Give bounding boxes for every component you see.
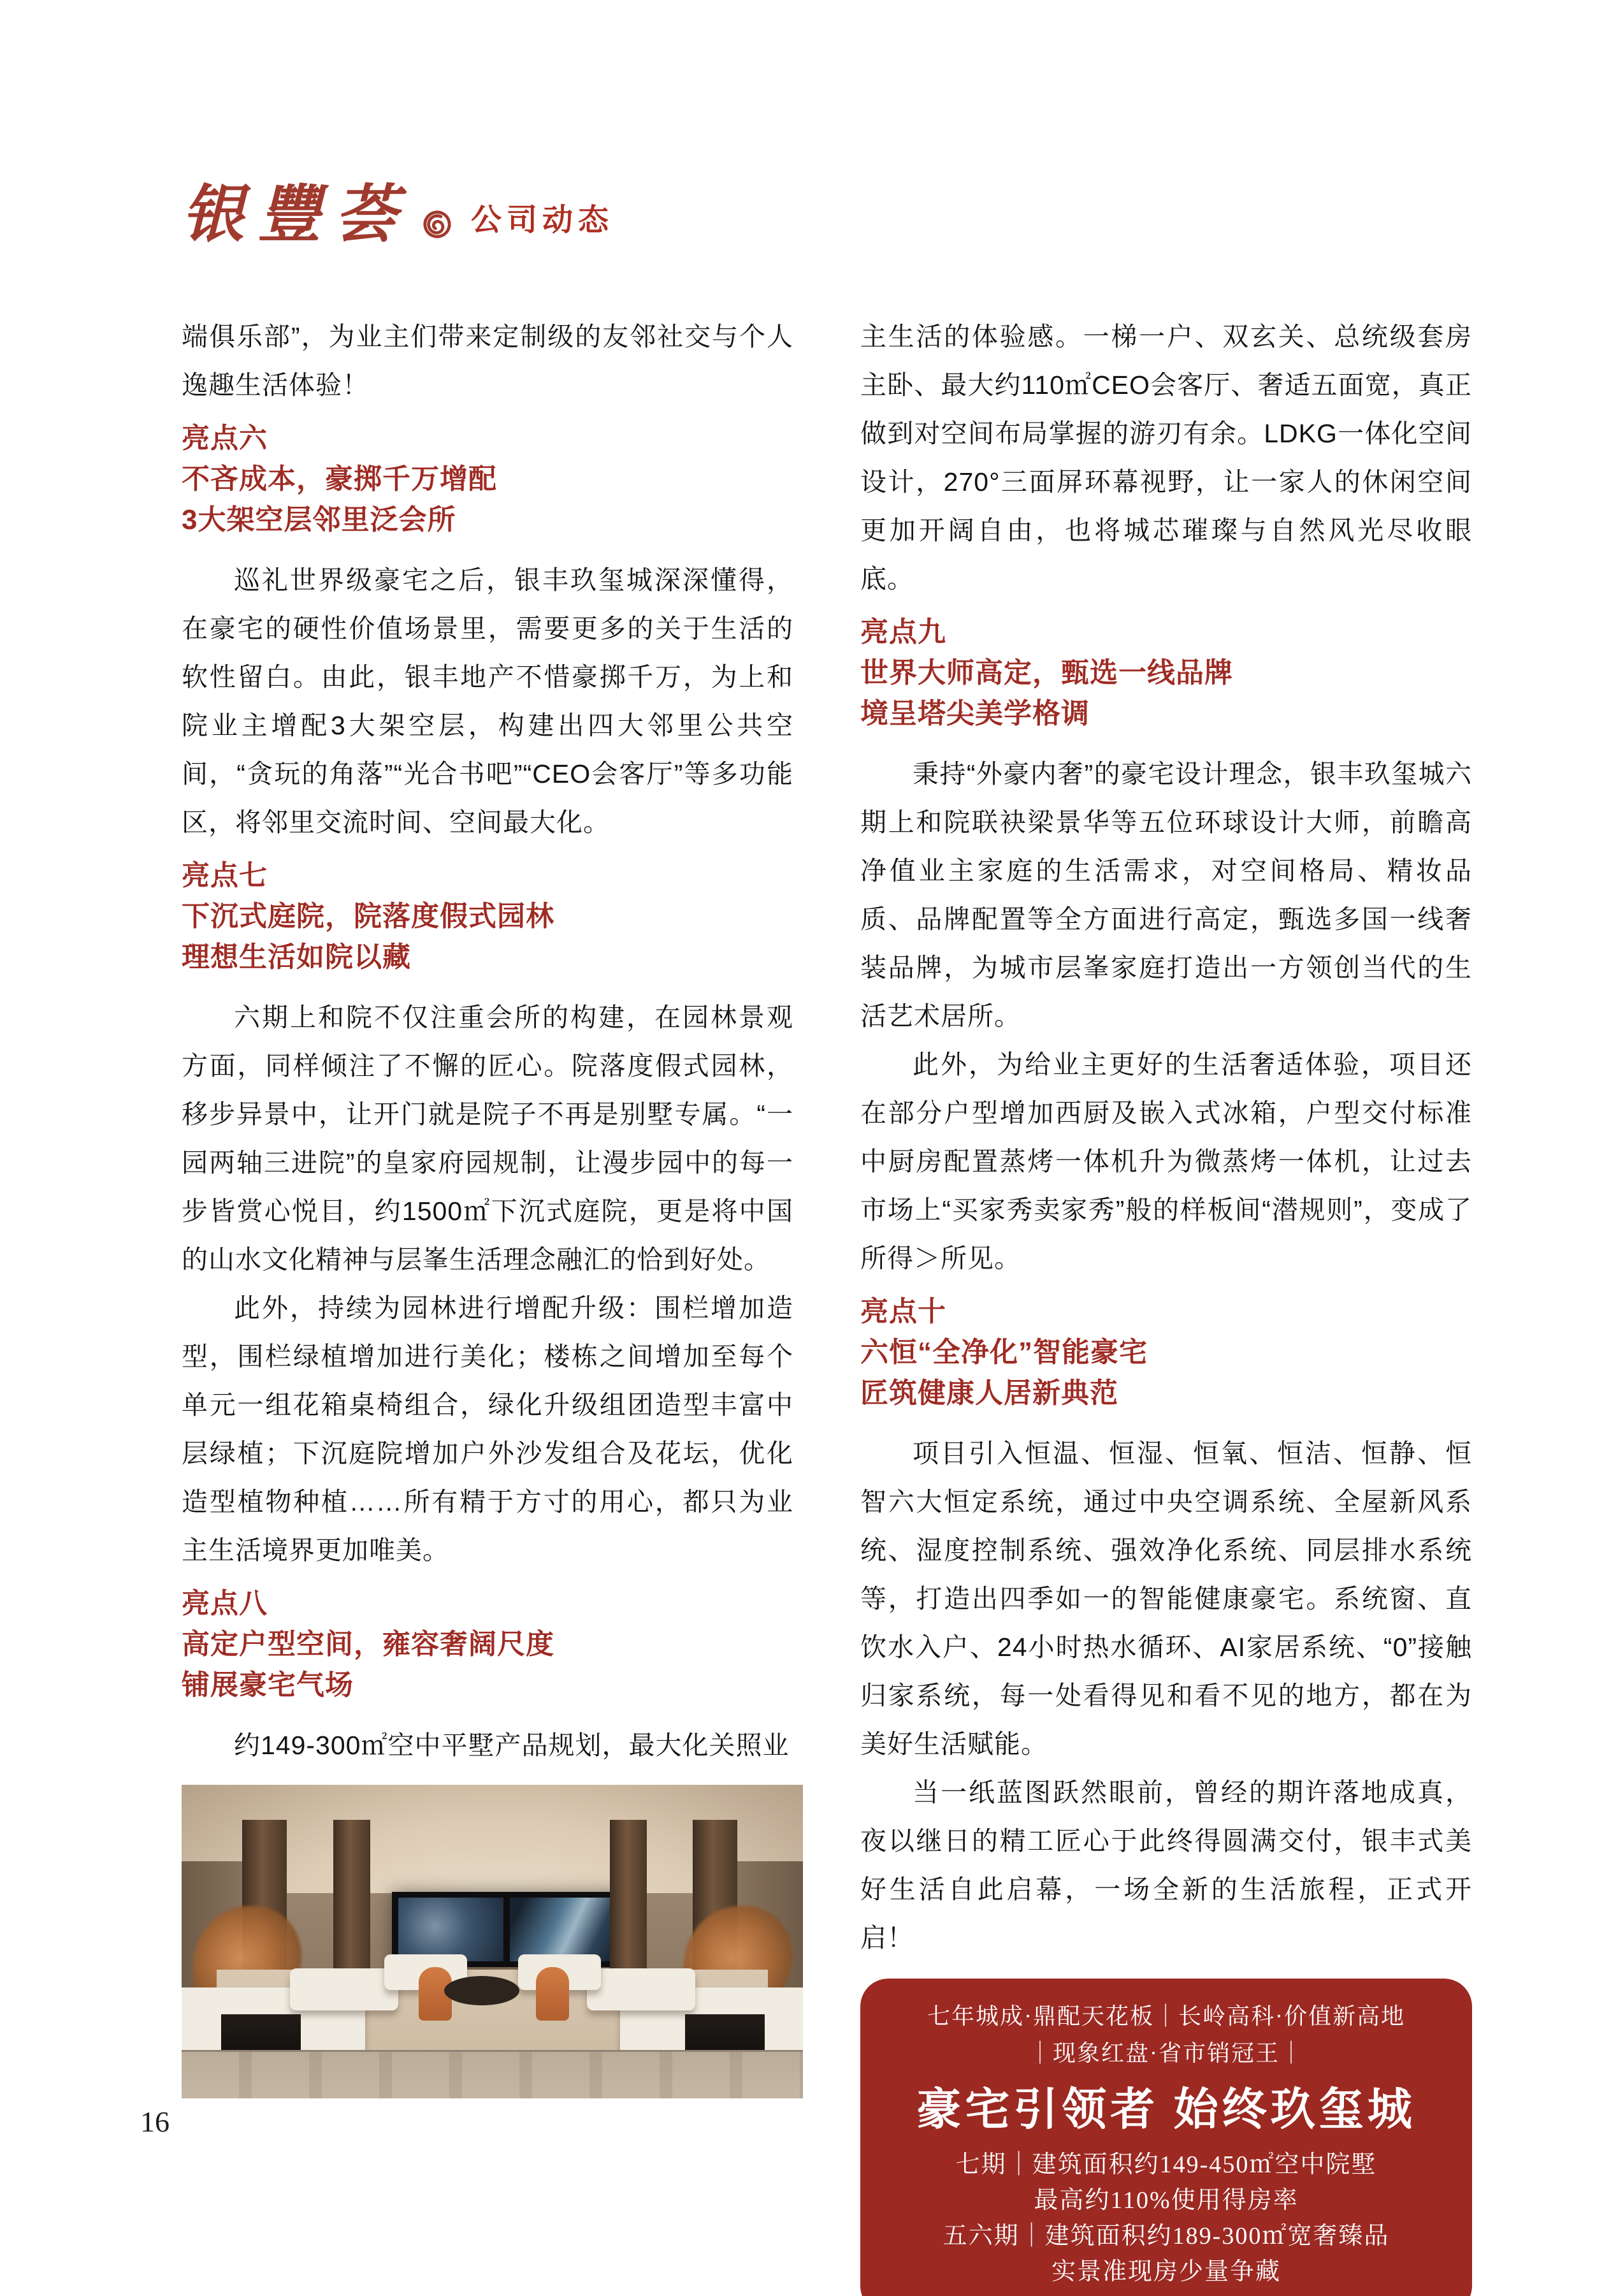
body-paragraph: 约149-300㎡空中平墅产品规划，最大化关照业 (234, 1731, 790, 1760)
body-paragraph: 此外，为给业主更好的生活奢适体验，项目还在部分户型增加西厨及嵌入式冰箱，户型交付标准中厨房配置蒸烤一体机升为微蒸烤一体机，让过去市场上“买家秀卖家秀”般的样板间“潜规则”，变成了所得＞所见。 (860, 1050, 1472, 1273)
section-heading-line: 理想生活如院以藏 (182, 941, 411, 973)
section-heading-line: 亮点八 (182, 1588, 268, 1619)
section-heading-line: 高定户型空间，雍容奢阔尺度 (182, 1629, 554, 1660)
section-heading-line: 不吝成本，豪掷千万增配 (182, 463, 497, 495)
spiral-icon (423, 210, 452, 239)
body-paragraph: 此外，持续为园林进行增配升级：围栏增加造型，围栏绿植增加进行美化；楼栋之间增加至每个单元一组花箱桌椅组合，绿化升级组团造型丰富中层绿植；下沉庭院增加户外沙发组合及花坛，优化造型植物种植……所有精于方寸的用心，都只为业主生活境界更加唯美。 (182, 1293, 793, 1565)
body-paragraph: 巡礼世界级豪宅之后，银丰玖玺城深深懂得，在豪宅的硬性价值场景里，需要更多的关于生活的软性留白。由此，银丰地产不惜豪掷千万，为上和院业主增配3大架空层，构建出四大邻里公共空间，“贪玩的角落”“光合书吧”“CEO会客厅”等多功能区，将邻里交流时间、空间最大化。 (182, 565, 793, 837)
section-heading (860, 1291, 1472, 1414)
photo-sofa (290, 1968, 398, 2010)
photo-coffee-table (444, 1976, 519, 2005)
section-heading (182, 855, 793, 978)
left-column-text (182, 312, 793, 1769)
promo-detail: 七期｜建筑面积约149-450㎡空中院墅 (955, 2151, 1377, 2178)
section-heading-line: 下沉式庭院，院落度假式园林 (182, 901, 554, 932)
photo-sofa (587, 1968, 695, 2010)
section-heading (860, 612, 1472, 734)
promo-tagline: ｜现象红盘·省市销冠王｜ (1029, 2040, 1304, 2066)
body-paragraph: 项目引入恒温、恒湿、恒氧、恒洁、恒静、恒智六大恒定系统，通过中央空调系统、全屋新风系统、湿度控制系统、强效净化系统、同层排水系统等，打造出四季如一的智能健康豪宅。系统窗、直饮水入户、24小时热水循环、AI家居系统、“0”接触归家系统，每一处看得见和看不见的地方，都在为美好生活赋能。 (860, 1439, 1472, 1759)
promo-detail: 实景准现房少量争藏 (1051, 2258, 1281, 2285)
photo-accent-chair (536, 1967, 569, 2021)
clubhouse-interior-photo (182, 1785, 803, 2098)
section-heading-line: 铺展豪宅气场 (182, 1669, 354, 1701)
body-paragraph: 秉持“外豪内奢”的豪宅设计理念，银丰玖玺城六期上和院联袂梁景华等五位环球设计大师，前瞻高净值业主家庭的生活需求，对空间格局、精妆品质、品牌配置等全方面进行高定，甄选多国一线奢装品牌，为城市层峯家庭打造出一方领创当代的生活艺术居所。 (860, 759, 1472, 1031)
brand-logo-script: 银豐荟 (182, 178, 412, 251)
body-paragraph: 六期上和院不仅注重会所的构建，在园林景观方面，同样倾注了不懈的匠心。院落度假式园林，移步异景中，让开门就是院子不再是别墅专属。“一园两轴三进院”的皇家府园规制，让漫步园中的每一步皆赏心悦目，约1500㎡下沉式庭院，更是将中国的山水文化精神与层峯生活理念融汇的恰到好处。 (182, 1003, 793, 1274)
promo-detail: 五六期｜建筑面积约189-300㎡宽奢臻品 (943, 2223, 1390, 2249)
photo-marble-floor (182, 2050, 803, 2098)
promo-tagline: 七年城成·鼎配天花板｜长岭高科·价值新高地 (927, 2003, 1405, 2029)
body-paragraph: 端俱乐部”，为业主们带来定制级的友邻社交与个人逸趣生活体验！ (182, 322, 793, 400)
section-label: 公司动态 (471, 203, 614, 237)
masthead (182, 178, 614, 251)
promo-title: 豪宅引领者 始终玖玺城 (916, 2086, 1416, 2135)
section-heading-line: 境呈塔尖美学格调 (860, 698, 1090, 729)
body-paragraph: 当一纸蓝图跃然眼前，曾经的期许落地成真，夜以继日的精工匠心于此终得圆满交付，银丰式美好生活自此启幕，一场全新的生活旅程，正式开启！ (860, 1778, 1472, 1952)
section-heading-line: 亮点九 (860, 616, 946, 648)
section-heading (182, 1583, 793, 1706)
right-column-text (860, 312, 1472, 1962)
section-heading-line: 六恒“全净化”智能豪宅 (860, 1337, 1148, 1368)
section-heading-line: 3大架空层邻里泛会所 (182, 504, 456, 535)
section-heading-line: 亮点六 (182, 423, 268, 454)
section-heading-line: 世界大师高定，甄选一线品牌 (860, 657, 1233, 688)
section-heading-line: 亮点十 (860, 1296, 946, 1327)
left-column (182, 312, 793, 2098)
photo-screen-pane (398, 1898, 503, 1961)
right-column (860, 312, 1472, 2296)
body-paragraph: 主生活的体验感。一梯一户、双玄关、总统级套房主卧、最大约110㎡CEO会客厅、奢适五面宽，真正做到对空间布局掌握的游刃有余。LDKG一体化空间设计，270°三面屏环幕视野，让一家人的休闲空间更加开阔自由，也将城芯璀璨与自然风光尽收眼底。 (860, 322, 1472, 593)
page-number: 16 (140, 2105, 170, 2138)
section-heading (182, 418, 793, 541)
promo-box (860, 1979, 1472, 2296)
photo-screen-pane (510, 1898, 621, 1961)
section-heading-line: 匠筑健康人居新典范 (860, 1377, 1118, 1409)
promo-detail: 最高约110%使用得房率 (1034, 2187, 1299, 2214)
section-heading-line: 亮点七 (182, 860, 268, 891)
